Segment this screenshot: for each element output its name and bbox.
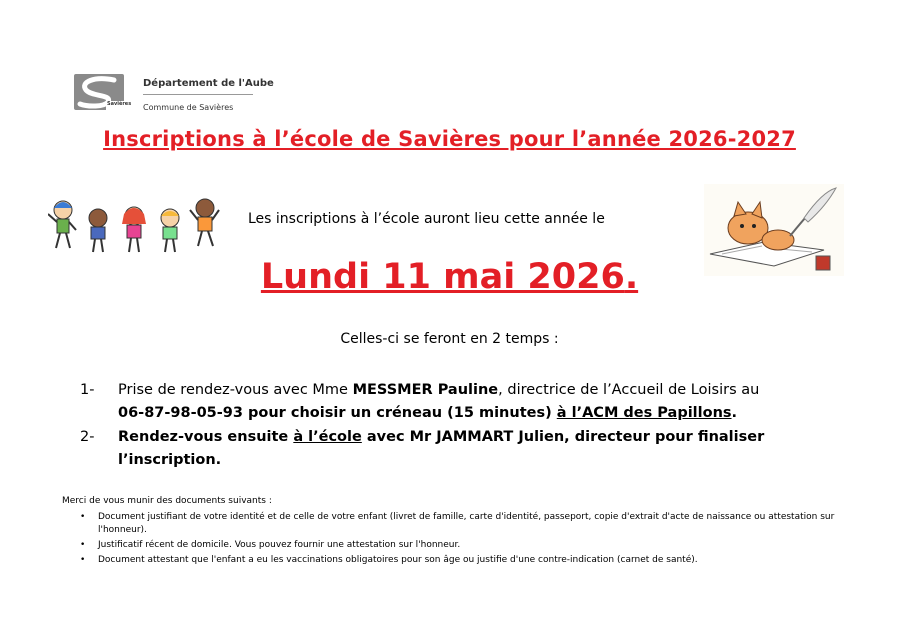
- children-illustration: [48, 196, 220, 256]
- event-date-text: Lundi 11 mai 2026: [260, 257, 625, 297]
- department-name: Département de l'Aube: [143, 78, 274, 89]
- step-2-number: 2-: [80, 429, 95, 445]
- step-1-text: [118, 379, 838, 425]
- children-icon: [48, 196, 220, 256]
- document-item: [80, 511, 840, 537]
- steps-intro: Celles-ci se feront en 2 temps :: [340, 331, 559, 347]
- intro-text: Les inscriptions à l’école auront lieu cette année le: [248, 211, 605, 227]
- step-1: [80, 379, 840, 429]
- step-1-contact-name: MESSMER Pauline: [352, 382, 499, 398]
- document-item-text: Justificatif récent de domicile. Vous pouvez fournir une attestation sur l'honneur.: [98, 540, 461, 550]
- documents-intro: Merci de vous munir des documents suivants :: [62, 496, 272, 506]
- document-item-text: Document justifiant de votre identité et de celle de votre enfant (livret de famille, carte d'identité, passeport, copie d'extrait d'acte de naissance ou attestation sur l'honneur).: [98, 512, 835, 535]
- document-item: [80, 539, 840, 552]
- bullet-icon: •: [80, 540, 86, 550]
- bullet-icon: •: [80, 512, 86, 522]
- step-1-part-a: Prise de rendez-vous avec Mme: [118, 382, 353, 398]
- step-1-period: .: [731, 405, 738, 421]
- bullet-icon: •: [80, 555, 86, 565]
- commune-name: Commune de Savières: [143, 103, 234, 112]
- logo-caption: Savières: [107, 101, 132, 107]
- step-2: [80, 426, 840, 476]
- step-2-text: [118, 426, 838, 472]
- documents-list: [80, 511, 840, 569]
- event-date-period: .: [624, 257, 639, 297]
- step-2-part-a: Rendez-vous ensuite: [118, 429, 294, 445]
- page-title: Inscriptions à l’école de Savières pour l’année 2026-2027: [103, 127, 796, 151]
- step-1-part-c: , directrice de l’Accueil de Loisirs au: [498, 382, 760, 398]
- event-date: [0, 257, 899, 297]
- document-item-text: Document attestant que l'enfant a eu les vaccinations obligatoires pour son âge ou justifie d'une contre-indication (carnet de santé).: [98, 555, 698, 565]
- document-item: [80, 554, 840, 567]
- commune-logo: [74, 74, 132, 110]
- step-2-part-d: l’inscription.: [118, 452, 222, 468]
- header-divider: [143, 94, 253, 95]
- step-2-part-c: avec Mr JAMMART Julien, directeur pour finaliser: [361, 429, 765, 445]
- step-1-number: 1-: [80, 382, 95, 398]
- step-2-location: à l’école: [293, 429, 362, 445]
- step-1-phone-line: 06-87-98-05-93 pour choisir un créneau (15 minutes): [118, 405, 557, 421]
- step-1-location: à l’ACM des Papillons: [556, 405, 732, 421]
